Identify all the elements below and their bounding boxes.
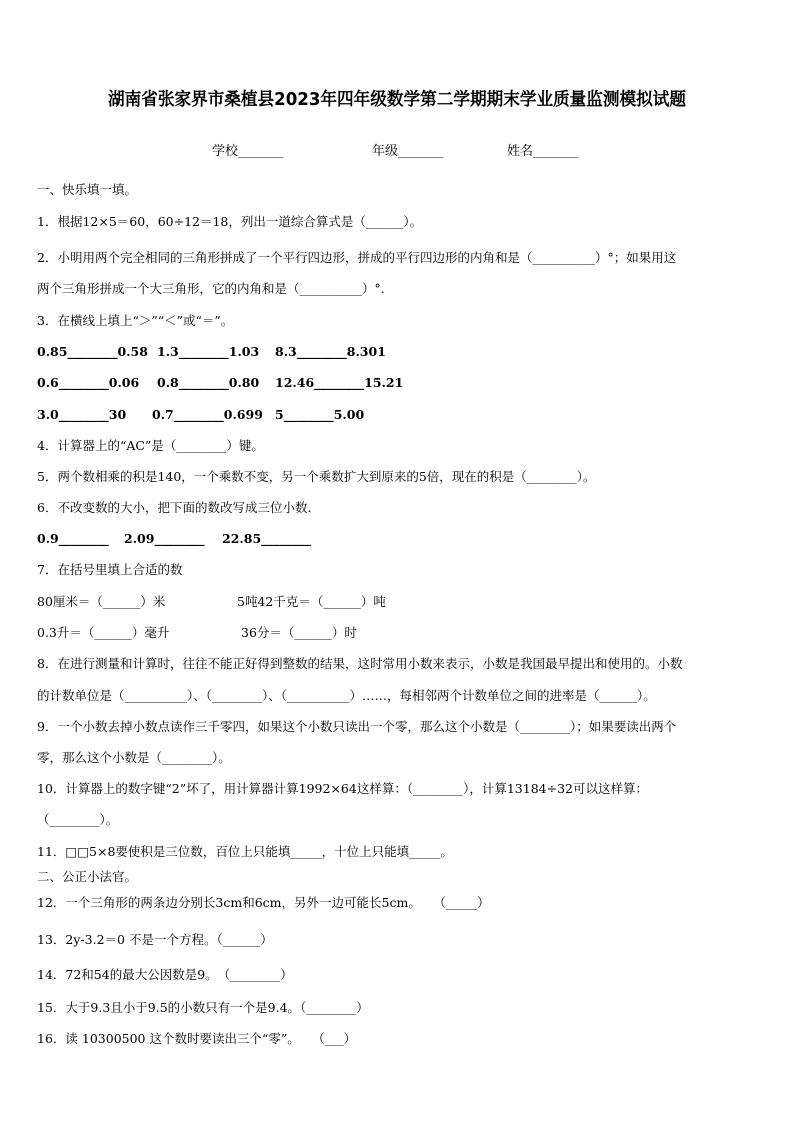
question-9-line-1: 9．一个小数去掉小数点读作三千零四，如果这个小数只读出一个零，那么这个小数是（________）；如果要读出两个 [37,719,677,734]
question-3: 3．在横线上填上“＞”“＜”或“＝”。 [37,313,234,328]
school-field[interactable]: 学校_______ [212,144,284,159]
q3-item: 0.7________0.699 [152,407,263,422]
question-6: 6．不改变数的大小，把下面的数改写成三位小数. [37,500,312,515]
q3-item: 0.8________0.80 [157,375,260,390]
question-2-line-1: 2．小明用两个完全相同的三角形拼成了一个平行四边形，拼成的平行四边形的内角和是（__________）°；如果用这 [37,250,677,265]
question-14: 14．72和54的最大公因数是9。 （________） [37,967,293,982]
question-12: 12．一个三角形的两条边分别长3cm和6cm，另外一边可能长5cm。 （_____） [37,895,490,910]
question-13: 13．2y-3.2＝0 不是一个方程。（______） [37,932,273,947]
question-2-line-2: 两个三角形拼成一个大三角形，它的内角和是（__________）°. [37,281,385,296]
q3-item: 3.0________30 [37,407,127,422]
question-16: 16．读 10300500 这个数时要读出三个“零”。 （___） [37,1031,357,1046]
question-7: 7．在括号里填上合适的数 [37,562,183,577]
page-title: 湖南省张家界市桑植县2023年四年级数学第二学期期末学业质量监测模拟试题 [107,90,687,110]
q6-item: 2.09________ [124,531,205,546]
question-1: 1．根据12×5＝60，60÷12＝18，列出一道综合算式是（______）。 [37,214,423,229]
section-heading-2: 二、公正小法官。 [37,869,138,884]
q7-item: 5吨42千克＝（______）吨 [237,594,386,609]
question-8-line-1: 8．在进行测量和计算时，往往不能正好得到整数的结果，这时常用小数来表示，小数是我国最早提出和使用的。小数 [37,656,683,671]
question-11: 11．□□5×8要使积是三位数，百位上只能填_____，十位上只能填_____。 [37,844,453,859]
section-heading-1: 一、快乐填一填。 [37,182,138,197]
q6-item: 0.9________ [37,531,109,546]
q3-item: 8.3________8.301 [275,344,386,359]
q3-item: 5________5.00 [275,407,365,422]
question-8-line-2: 的计数单位是（__________）、（________）、（__________）……，每相邻两个计数单位之间的进率是（______）。 [37,688,656,703]
question-10-line-2: （________）。 [37,812,119,827]
q3-item: 1.3________1.03 [157,344,260,359]
q6-item: 22.85________ [222,531,312,546]
q3-item: 0.85________0.58 [37,344,148,359]
question-5: 5．两个数相乘的积是140，一个乘数不变，另一个乘数扩大到原来的5倍，现在的积是（________）。 [37,469,596,484]
q7-item: 80厘米＝（______）米 [37,594,166,609]
grade-field[interactable]: 年级_______ [372,144,444,159]
q7-item: 36分＝（______）时 [241,625,357,640]
question-9-line-2: 零，那么这个小数是（________）。 [37,750,231,765]
q7-item: 0.3升＝（______）毫升 [37,625,170,640]
question-10-line-1: 10．计算器上的数字键“2”坏了，用计算器计算1992×64这样算：（________），计算13184÷32可以这样算： [37,781,648,796]
question-15: 15．大于9.3且小于9.5的小数只有一个是9.4。（________） [37,1000,369,1015]
q3-item: 0.6________0.06 [37,375,140,390]
q3-item: 12.46________15.21 [275,375,404,390]
question-4: 4．计算器上的“AC”是（________）键。 [37,438,264,453]
name-field[interactable]: 姓名_______ [507,144,579,159]
